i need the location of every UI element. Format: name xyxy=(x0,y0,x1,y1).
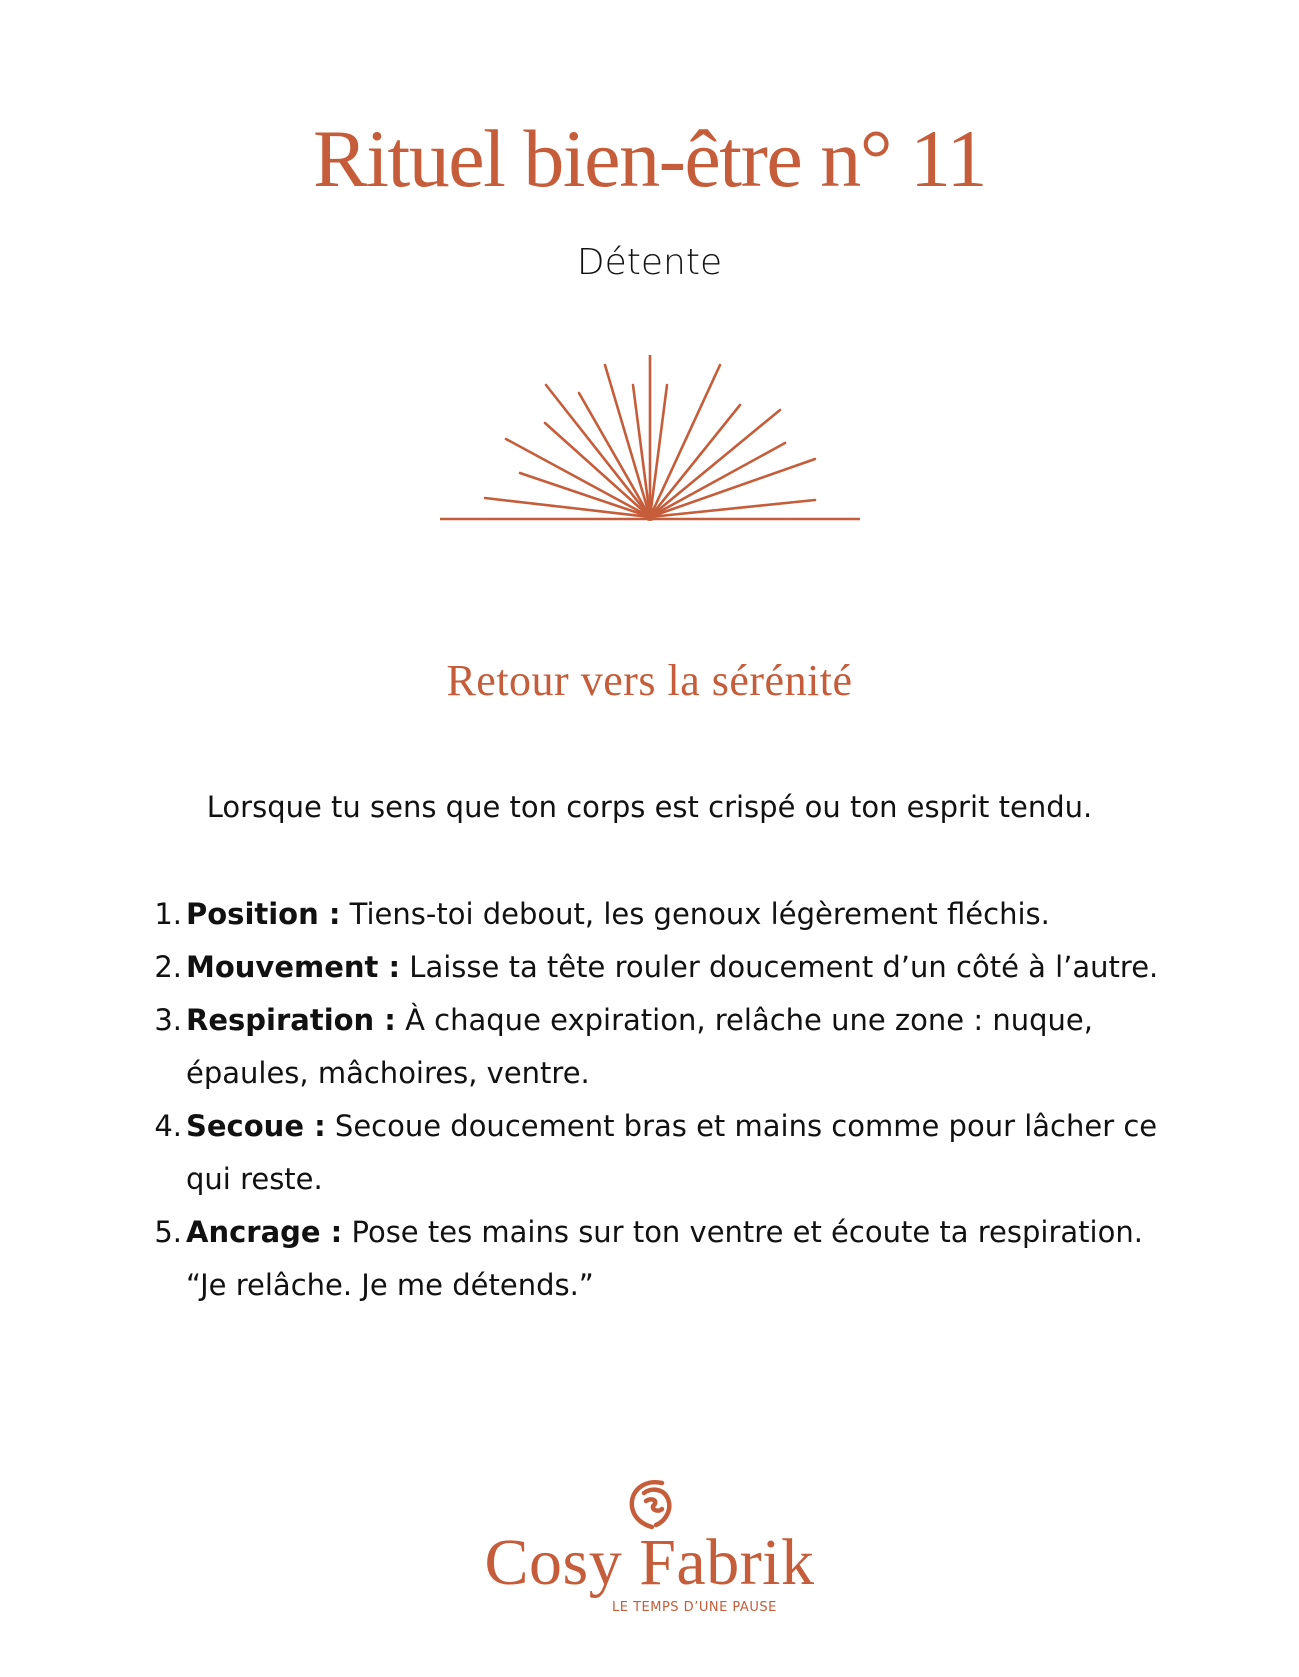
list-item xyxy=(150,1206,1180,1312)
step-label: Position : xyxy=(186,897,341,931)
brand-mark-icon xyxy=(622,1475,678,1531)
brand-tagline: LE TEMPS D’UNE PAUSE xyxy=(612,1600,777,1615)
step-number: 5. xyxy=(154,1215,182,1249)
step-text: Laisse ta tête rouler doucement d’un côté à l’autre. xyxy=(400,950,1159,984)
step-text: À chaque expiration, relâche une zone : nuque, épaules, mâchoires, ventre. xyxy=(186,1003,1093,1090)
step-text: Secoue doucement bras et mains comme pour lâcher ce qui reste. xyxy=(186,1109,1158,1196)
step-label: Mouvement : xyxy=(186,950,401,984)
list-item xyxy=(150,888,1180,941)
step-number: 1. xyxy=(154,897,182,931)
page-subtitle: Détente xyxy=(576,242,723,283)
step-number: 4. xyxy=(154,1109,182,1143)
step-text: Pose tes mains sur ton ventre et écoute ta respiration. “Je relâche. Je me détends.” xyxy=(186,1215,1143,1302)
list-item xyxy=(150,994,1180,1100)
step-label: Ancrage : xyxy=(186,1215,343,1249)
step-text: Tiens-toi debout, les genoux légèrement fléchis. xyxy=(340,897,1050,931)
steps-list xyxy=(150,888,1180,1312)
intro-text: Lorsque tu sens que ton corps est crispé ou ton esprit tendu. xyxy=(206,790,1093,824)
brand-logo xyxy=(0,1475,1299,1531)
step-number: 2. xyxy=(154,950,182,984)
step-label: Respiration : xyxy=(186,1003,396,1037)
page-title: Rituel bien-être n° 11 xyxy=(312,113,987,204)
brand-name: Cosy Fabrik xyxy=(484,1526,815,1599)
step-number: 3. xyxy=(154,1003,182,1037)
section-title: Retour vers la sérénité xyxy=(446,656,853,705)
list-item xyxy=(150,1100,1180,1206)
sunburst-icon xyxy=(440,355,860,530)
step-label: Secoue : xyxy=(186,1109,326,1143)
list-item xyxy=(150,941,1180,994)
